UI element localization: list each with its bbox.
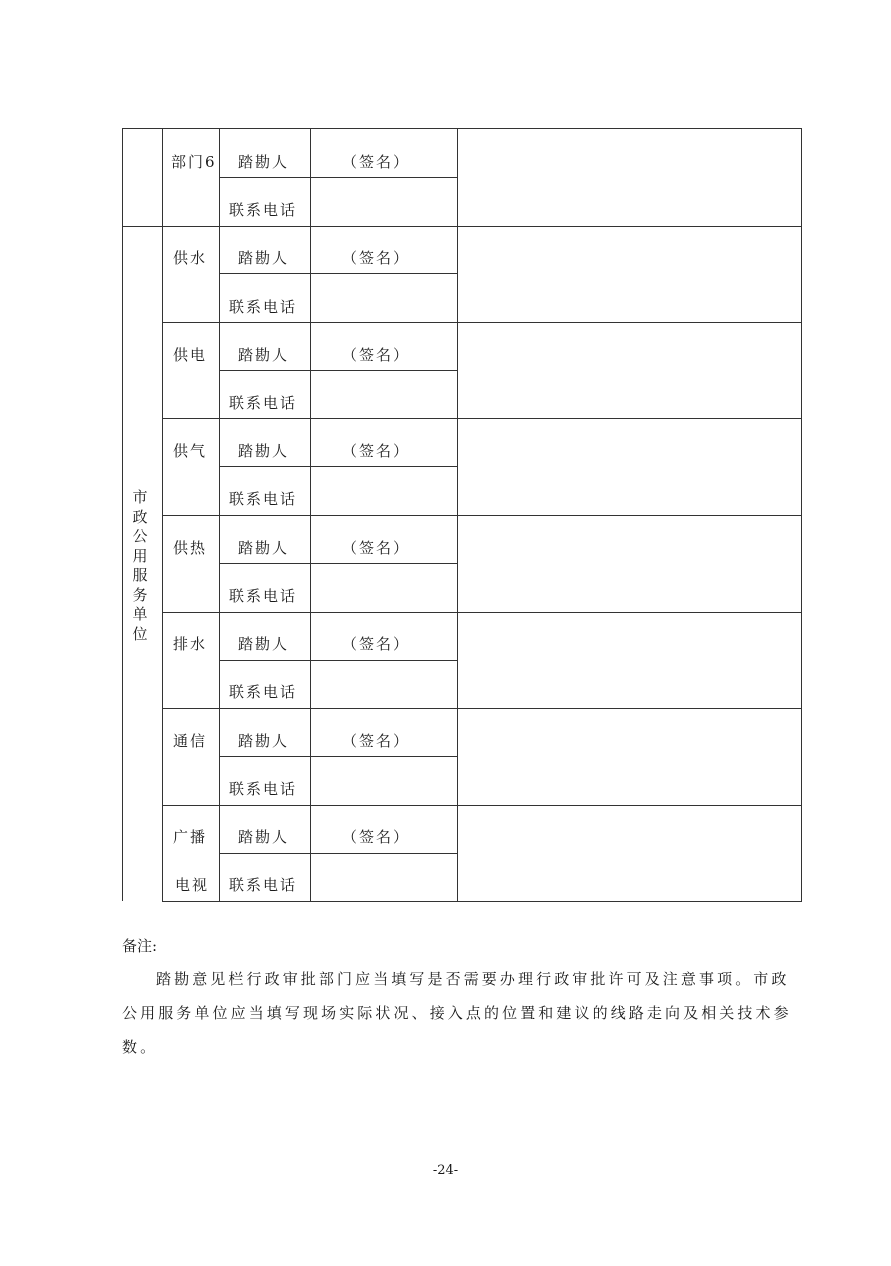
surveyor-label: 踏勘人: [238, 249, 290, 267]
signature-field[interactable]: （签名）: [342, 828, 411, 846]
group-divider: [122, 226, 802, 227]
surveyor-label: 踏勘人: [238, 828, 290, 846]
surveyor-label: 踏勘人: [238, 346, 290, 364]
row-divider: [219, 177, 457, 178]
row-divider: [219, 370, 457, 371]
page-number: -24-: [432, 1163, 459, 1178]
section-divider: [162, 805, 802, 806]
section-divider: [162, 612, 802, 613]
section-divider: [162, 515, 802, 516]
table-top-border: [122, 128, 802, 129]
signature-field[interactable]: （签名）: [342, 249, 411, 267]
group-label-municipal-services: 市政公用服务单位: [132, 488, 148, 643]
section-divider: [162, 322, 802, 323]
row-divider: [219, 273, 457, 274]
service-name-line1: 排水: [173, 635, 208, 653]
phone-label: 联系电话: [229, 587, 298, 605]
surveyor-label: 踏勘人: [238, 153, 290, 171]
signature-field[interactable]: （签名）: [342, 635, 411, 653]
signature-field[interactable]: （签名）: [342, 539, 411, 557]
signature-field[interactable]: （签名）: [342, 442, 411, 460]
service-name-line1: 广播: [173, 828, 208, 846]
phone-label: 联系电话: [229, 490, 298, 508]
service-name-line1: 供电: [173, 346, 208, 364]
service-name-line1: 供热: [173, 539, 208, 557]
table-bottom-border: [162, 901, 802, 902]
table-left-border: [122, 128, 123, 901]
row-divider: [219, 853, 457, 854]
row-divider: [219, 563, 457, 564]
phone-label: 联系电话: [229, 876, 298, 894]
phone-label: 联系电话: [229, 780, 298, 798]
section-divider: [162, 418, 802, 419]
row-divider: [219, 756, 457, 757]
signature-field[interactable]: （签名）: [342, 732, 411, 750]
phone-label: 联系电话: [229, 298, 298, 316]
row-divider: [219, 660, 457, 661]
phone-label: 联系电话: [229, 683, 298, 701]
notes-body: 踏勘意见栏行政审批部门应当填写是否需要办理行政审批许可及注意事项。市政公用服务单位应当填写现场实际状况、接入点的位置和建议的线路走向及相关技术参数。: [122, 970, 792, 1056]
service-name-line2: 电视: [175, 876, 210, 894]
signature-field[interactable]: （签名）: [342, 346, 411, 364]
row-divider: [219, 466, 457, 467]
signature-field[interactable]: （签名）: [342, 153, 411, 171]
surveyor-label: 踏勘人: [238, 732, 290, 750]
surveyor-label: 踏勘人: [238, 635, 290, 653]
section-divider: [162, 708, 802, 709]
service-name-line1: 供水: [173, 249, 208, 267]
service-name-line1: 通信: [173, 732, 208, 750]
phone-label: 联系电话: [229, 394, 298, 412]
service-name-line1: 供气: [173, 442, 208, 460]
department-name: 部门6: [171, 153, 217, 171]
surveyor-label: 踏勘人: [238, 539, 290, 557]
notes-heading: 备注:: [122, 937, 158, 955]
phone-label: 联系电话: [229, 201, 298, 219]
surveyor-label: 踏勘人: [238, 442, 290, 460]
